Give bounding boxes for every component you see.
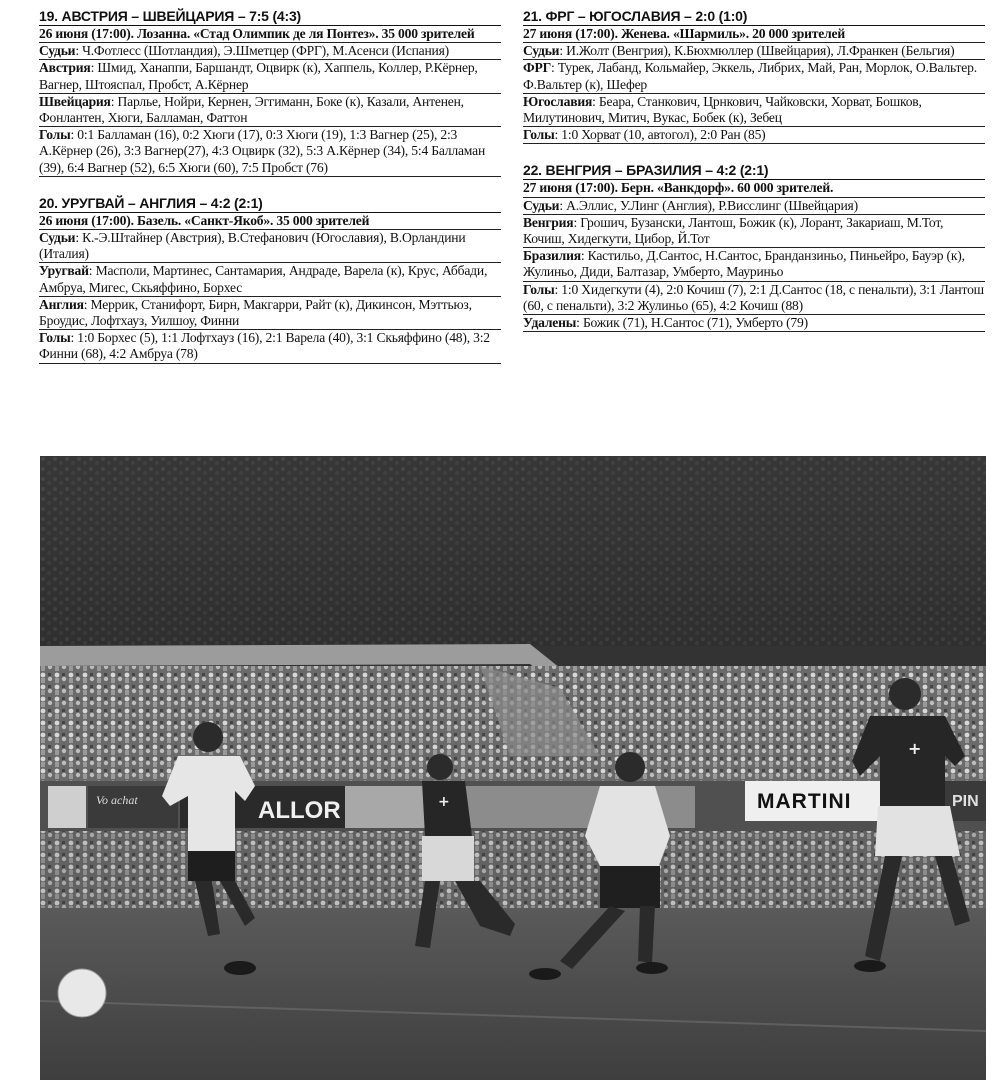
- row-text: : Божик (71), Н.Сантос (71), Умберто (79): [576, 315, 808, 331]
- row-text: : К.-Э.Штайнер (Австрия), В.Стефанович (Югославия), В.Орландини (Италия): [39, 230, 466, 262]
- row-label: Швейцария: [39, 93, 111, 109]
- match-row-team-b: [39, 94, 501, 127]
- match-row-goals: [39, 127, 501, 177]
- football: [58, 969, 106, 1017]
- row-label: Судьи: [39, 230, 76, 246]
- match-20: [39, 195, 501, 364]
- match-info: 27 июня (17:00). Женева. «Шармиль». 20 000 зрителей: [523, 25, 985, 43]
- match-title: 21. ФРГ – ЮГОСЛАВИЯ – 2:0 (1:0): [523, 8, 748, 24]
- row-text: : Шмид, Ханаппи, Баршандт, Оцвирк (к), Хаппель, Коллер, Р.Кёрнер, Вагнер, Штояспал, Пробст, А.Кёрнер: [39, 60, 478, 92]
- match-title: 22. ВЕНГРИЯ – БРАЗИЛИЯ – 4:2 (2:1): [523, 162, 769, 179]
- match-row-referees: [523, 43, 985, 60]
- row-text: : Ч.Фотлесс (Шотландия), Э.Шметцер (ФРГ), М.Асенси (Испания): [75, 43, 450, 59]
- match-title: 19. АВСТРИЯ – ШВЕЙЦАРИЯ – 7:5 (4:3): [39, 8, 302, 24]
- right-column: [523, 8, 985, 350]
- match-row-team-a: [523, 215, 985, 248]
- match-info: 27 июня (17:00). Берн. «Ванкдорф». 60 000 зрителей.: [523, 179, 985, 197]
- match-row-team-a: [39, 263, 501, 296]
- cross-badge: +: [438, 794, 450, 810]
- match-row-referees: [39, 230, 501, 263]
- match-row-team-a: [523, 60, 985, 93]
- match-info: 26 июня (17:00). Лозанна. «Стад Олимпик де ля Понтез». 35 000 зрителей: [39, 25, 501, 43]
- ad-left: Vo achat: [96, 793, 138, 807]
- row-label: Судьи: [523, 197, 560, 213]
- match-row-referees: [523, 198, 985, 215]
- row-label: Удалены: [523, 315, 577, 331]
- pitchside-crowd: [40, 831, 986, 911]
- match-title: 20. УРУГВАЙ – АНГЛИЯ – 4:2 (2:1): [39, 194, 263, 211]
- row-text: : И.Жолт (Венгрия), К.Бюхмюллер (Швейцария), Л.Франкен (Бельгия): [559, 43, 955, 59]
- row-text: : Кастильо, Д.Сантос, Н.Сантос, Бранданзиньо, Пиньейро, Бауэр (к), Жулиньо, Диди, Балтазар, Умберто, Мауриньо: [523, 248, 965, 280]
- match-row-sent-off: [523, 315, 985, 332]
- row-label: Голы: [39, 127, 71, 143]
- row-label: Голы: [523, 127, 555, 143]
- row-text: : Грошич, Бузански, Лантош, Божик (к), Лорант, Закариаш, М.Тот, Кочиш, Хидегкути, Цибор, Й.Тот: [523, 214, 944, 247]
- left-column: [39, 8, 501, 382]
- match-row-team-b: [523, 94, 985, 127]
- row-text: : Парлье, Нойри, Кернен, Эггиманн, Боке (к), Казали, Антенен, Фонлантен, Хюги, Балламан, Фаттон: [39, 93, 464, 126]
- match-19: [39, 8, 501, 177]
- row-text: : Турек, Лабанд, Кольмайер, Эккель, Либрих, Май, Ран, Морлок, О.Вальтер. Ф.Вальтер (к), Шефер: [523, 60, 977, 92]
- match-row-goals: [523, 282, 985, 315]
- match-21: [523, 8, 985, 144]
- row-text: : Масполи, Мартинес, Сантамария, Андраде, Варела (к), Крус, Аббади, Амбруа, Мигес, Скьяффино, Борхес: [39, 263, 488, 295]
- row-label: Бразилия: [523, 248, 581, 264]
- ad-allor: ALLOR: [258, 797, 341, 824]
- row-label: Судьи: [39, 43, 76, 59]
- row-text: : А.Эллис, У.Линг (Англия), Р.Висслинг (Швейцария): [559, 197, 858, 213]
- match-row-goals: [523, 127, 985, 144]
- row-text: : 0:1 Балламан (16), 0:2 Хюги (17), 0:3 Хюги (19), 1:3 Вагнер (25), 2:3 А.Кёрнер (26), 3:3 Вагнер(27), 4:3 Оцвирк (32), 5:3 А.Кёрнер (34), 5:4 Балламан (39), 6:4 Вагнер (52), 6:5 Хюги (60), 7:5 Пробст (76): [39, 127, 486, 175]
- row-label: Венгрия: [523, 214, 574, 230]
- match-row-team-b: [523, 248, 985, 281]
- photo-illustration: [40, 456, 986, 1080]
- row-text: : Беара, Станкович, Црнкович, Чайковски, Хорват, Бошков, Милутинович, Митич, Вукас, Бобек (к), Зебец: [523, 93, 922, 126]
- row-label: Уругвай: [39, 263, 89, 279]
- ad-pin: PIN: [952, 793, 979, 810]
- row-text: : 1:0 Борхес (5), 1:1 Лофтхауз (16), 2:1 Варела (40), 3:1 Скьяффино (48), 3:2 Финни (68), 4:2 Амбруа (78): [39, 330, 490, 362]
- row-label: Югославия: [523, 93, 593, 109]
- row-label: Австрия: [39, 60, 91, 76]
- row-text: : Меррик, Станифорт, Бирн, Макгарри, Райт (к), Дикинсон, Мэттьюз, Броудис, Лофтхауз, Уилшоу, Финни: [39, 296, 472, 329]
- ad-martini: MARTINI: [757, 790, 852, 813]
- match-photo: [40, 456, 986, 1080]
- match-row-team-a: [39, 60, 501, 93]
- row-label: Судьи: [523, 43, 560, 59]
- cross-badge: +: [908, 739, 922, 758]
- match-info: 26 июня (17:00). Базель. «Санкт-Якоб». 35 000 зрителей: [39, 212, 501, 230]
- row-label: Англия: [39, 296, 84, 312]
- match-22: [523, 162, 985, 332]
- match-row-goals: [39, 330, 501, 363]
- row-label: Голы: [523, 281, 555, 297]
- pitch: [40, 908, 986, 1080]
- row-label: ФРГ: [523, 60, 552, 76]
- row-text: : 1:0 Хидегкути (4), 2:0 Кочиш (7), 2:1 Д.Сантос (18, с пенальти), 3:1 Лантош (60, с пенальти), 3:2 Жулиньо (65), 4:2 Кочиш (88): [523, 281, 984, 313]
- match-row-team-b: [39, 297, 501, 330]
- row-label: Голы: [39, 330, 71, 346]
- match-row-referees: [39, 43, 501, 60]
- row-text: : 1:0 Хорват (10, автогол), 2:0 Ран (85): [554, 127, 766, 143]
